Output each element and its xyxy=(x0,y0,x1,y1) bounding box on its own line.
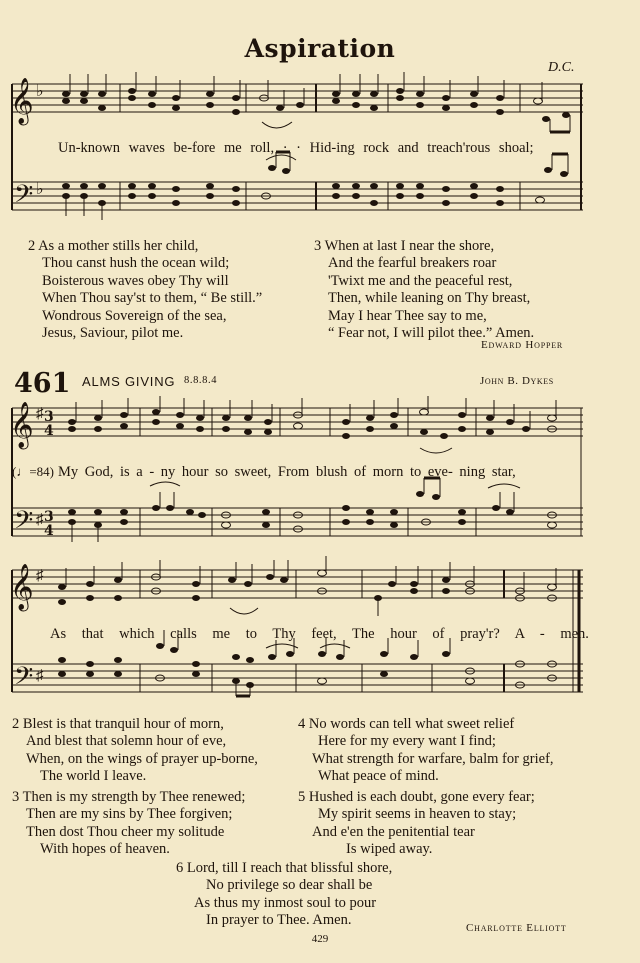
top-verses-left xyxy=(28,238,262,342)
verse-line: May I hear Thee say to me, xyxy=(328,307,487,324)
verse-line: Thou canst hush the ocean wild; xyxy=(42,255,230,272)
verse-line: 4 No words can tell what sweet relief xyxy=(298,716,515,732)
verse-line: What peace of mind. xyxy=(318,768,439,785)
hymn-title: ALMS GIVING xyxy=(82,374,176,389)
svg-text:𝄢: 𝄢 xyxy=(14,662,34,697)
page-number: 429 xyxy=(311,933,329,945)
verse-line: 2 Blest is that tranquil hour of morn, xyxy=(12,716,224,732)
verse-6 xyxy=(176,860,392,930)
svg-text:𝄞: 𝄞 xyxy=(10,564,34,610)
verse-line: Boisterous waves obey Thy will xyxy=(42,272,229,289)
svg-text:3: 3 xyxy=(44,509,54,525)
verse-line: Jesus, Saviour, pilot me. xyxy=(42,325,184,342)
svg-text:4: 4 xyxy=(44,423,54,439)
verse-line: Then are my sins by Thee forgiven; xyxy=(26,806,233,823)
verse-line: 2 As a mother stills her child, xyxy=(28,238,199,254)
svg-text:3: 3 xyxy=(44,409,54,425)
verse-line: 6 Lord, till I reach that blissful shore, xyxy=(176,860,393,876)
verse-4 xyxy=(298,716,554,786)
hymn-lyric-line-2: As that which calls me to Thy feet, The hour of pray'r? A - men. xyxy=(50,626,589,642)
verse-line: And the fearful breakers roar xyxy=(328,255,497,272)
verse-line: As thus my inmost soul to pour xyxy=(194,894,377,911)
verse-line: When Thou say'st to them, “ Be still.” xyxy=(42,290,263,307)
svg-text:𝄞: 𝄞 xyxy=(10,78,34,124)
svg-text:♭: ♭ xyxy=(36,83,44,100)
verse-line: 3 When at last I near the shore, xyxy=(314,238,495,254)
hymn-title-aspiration: Aspiration xyxy=(244,34,396,63)
verse-line: 'Twixt me and the peaceful rest, xyxy=(328,272,513,289)
verse-line: What strength for warfare, balm for grief, xyxy=(312,750,554,767)
verse-line: Wondrous Sovereign of the sea, xyxy=(42,307,227,324)
top-verses-right xyxy=(314,238,534,342)
verse-line: And blest that solemn hour of eve, xyxy=(26,733,227,750)
verse-5 xyxy=(298,789,535,859)
verse-line: Here for my every want I find; xyxy=(318,733,496,750)
verse-line: The world I leave. xyxy=(40,768,147,785)
author-top: Edward Hopper xyxy=(481,339,564,351)
verse-line: Then dost Thou cheer my solitude xyxy=(26,823,225,840)
hymn-lyric-line-1: My God, is a - ny hour so sweet, From blush of morn to eve- ning star, xyxy=(58,464,516,480)
verse-line: No privilege so dear shall be xyxy=(206,877,373,894)
verse-line: 3 Then is my strength by Thee renewed; xyxy=(12,789,246,805)
svg-text:4: 4 xyxy=(44,523,54,539)
hymn-meter: 8.8.8.4 xyxy=(184,375,218,386)
verse-2 xyxy=(12,716,258,786)
hymn-number: 461 xyxy=(14,368,71,399)
verse-line: Is wiped away. xyxy=(346,841,433,858)
svg-text:♯: ♯ xyxy=(36,512,44,528)
verse-line: When, on the wings of prayer up-borne, xyxy=(26,750,258,767)
verse-line: My spirit seems in heaven to stay; xyxy=(318,806,517,823)
svg-text:♭: ♭ xyxy=(36,181,44,198)
verse-3 xyxy=(12,789,245,859)
author-bottom: Charlotte Elliott xyxy=(466,922,567,934)
svg-text:𝄢: 𝄢 xyxy=(14,506,34,541)
tempo-marking: (♩=84) xyxy=(12,464,54,479)
verse-line: 5 Hushed is each doubt, gone every fear; xyxy=(298,789,535,805)
svg-text:♯: ♯ xyxy=(36,406,44,422)
svg-text:♯: ♯ xyxy=(36,568,44,584)
svg-text:𝄞: 𝄞 xyxy=(10,402,34,448)
svg-text:𝄢: 𝄢 xyxy=(14,180,34,215)
verse-line: In prayer to Thee. Amen. xyxy=(206,912,352,929)
verse-line: “ Fear not, I will pilot thee.” Amen. xyxy=(328,325,535,342)
svg-text:♯: ♯ xyxy=(36,668,44,684)
top-lyric-line: Un-known waves be-fore me roll, · · Hid-ing rock and treach'rous shoal; xyxy=(58,140,534,156)
hymn-composer: John B. Dykes xyxy=(480,375,554,387)
verse-line: Then, while leaning on Thy breast, xyxy=(328,290,531,307)
verse-line: And e'en the penitential tear xyxy=(312,823,475,840)
verse-line: With hopes of heaven. xyxy=(40,841,170,858)
dc-marking: D.C. xyxy=(548,60,575,75)
